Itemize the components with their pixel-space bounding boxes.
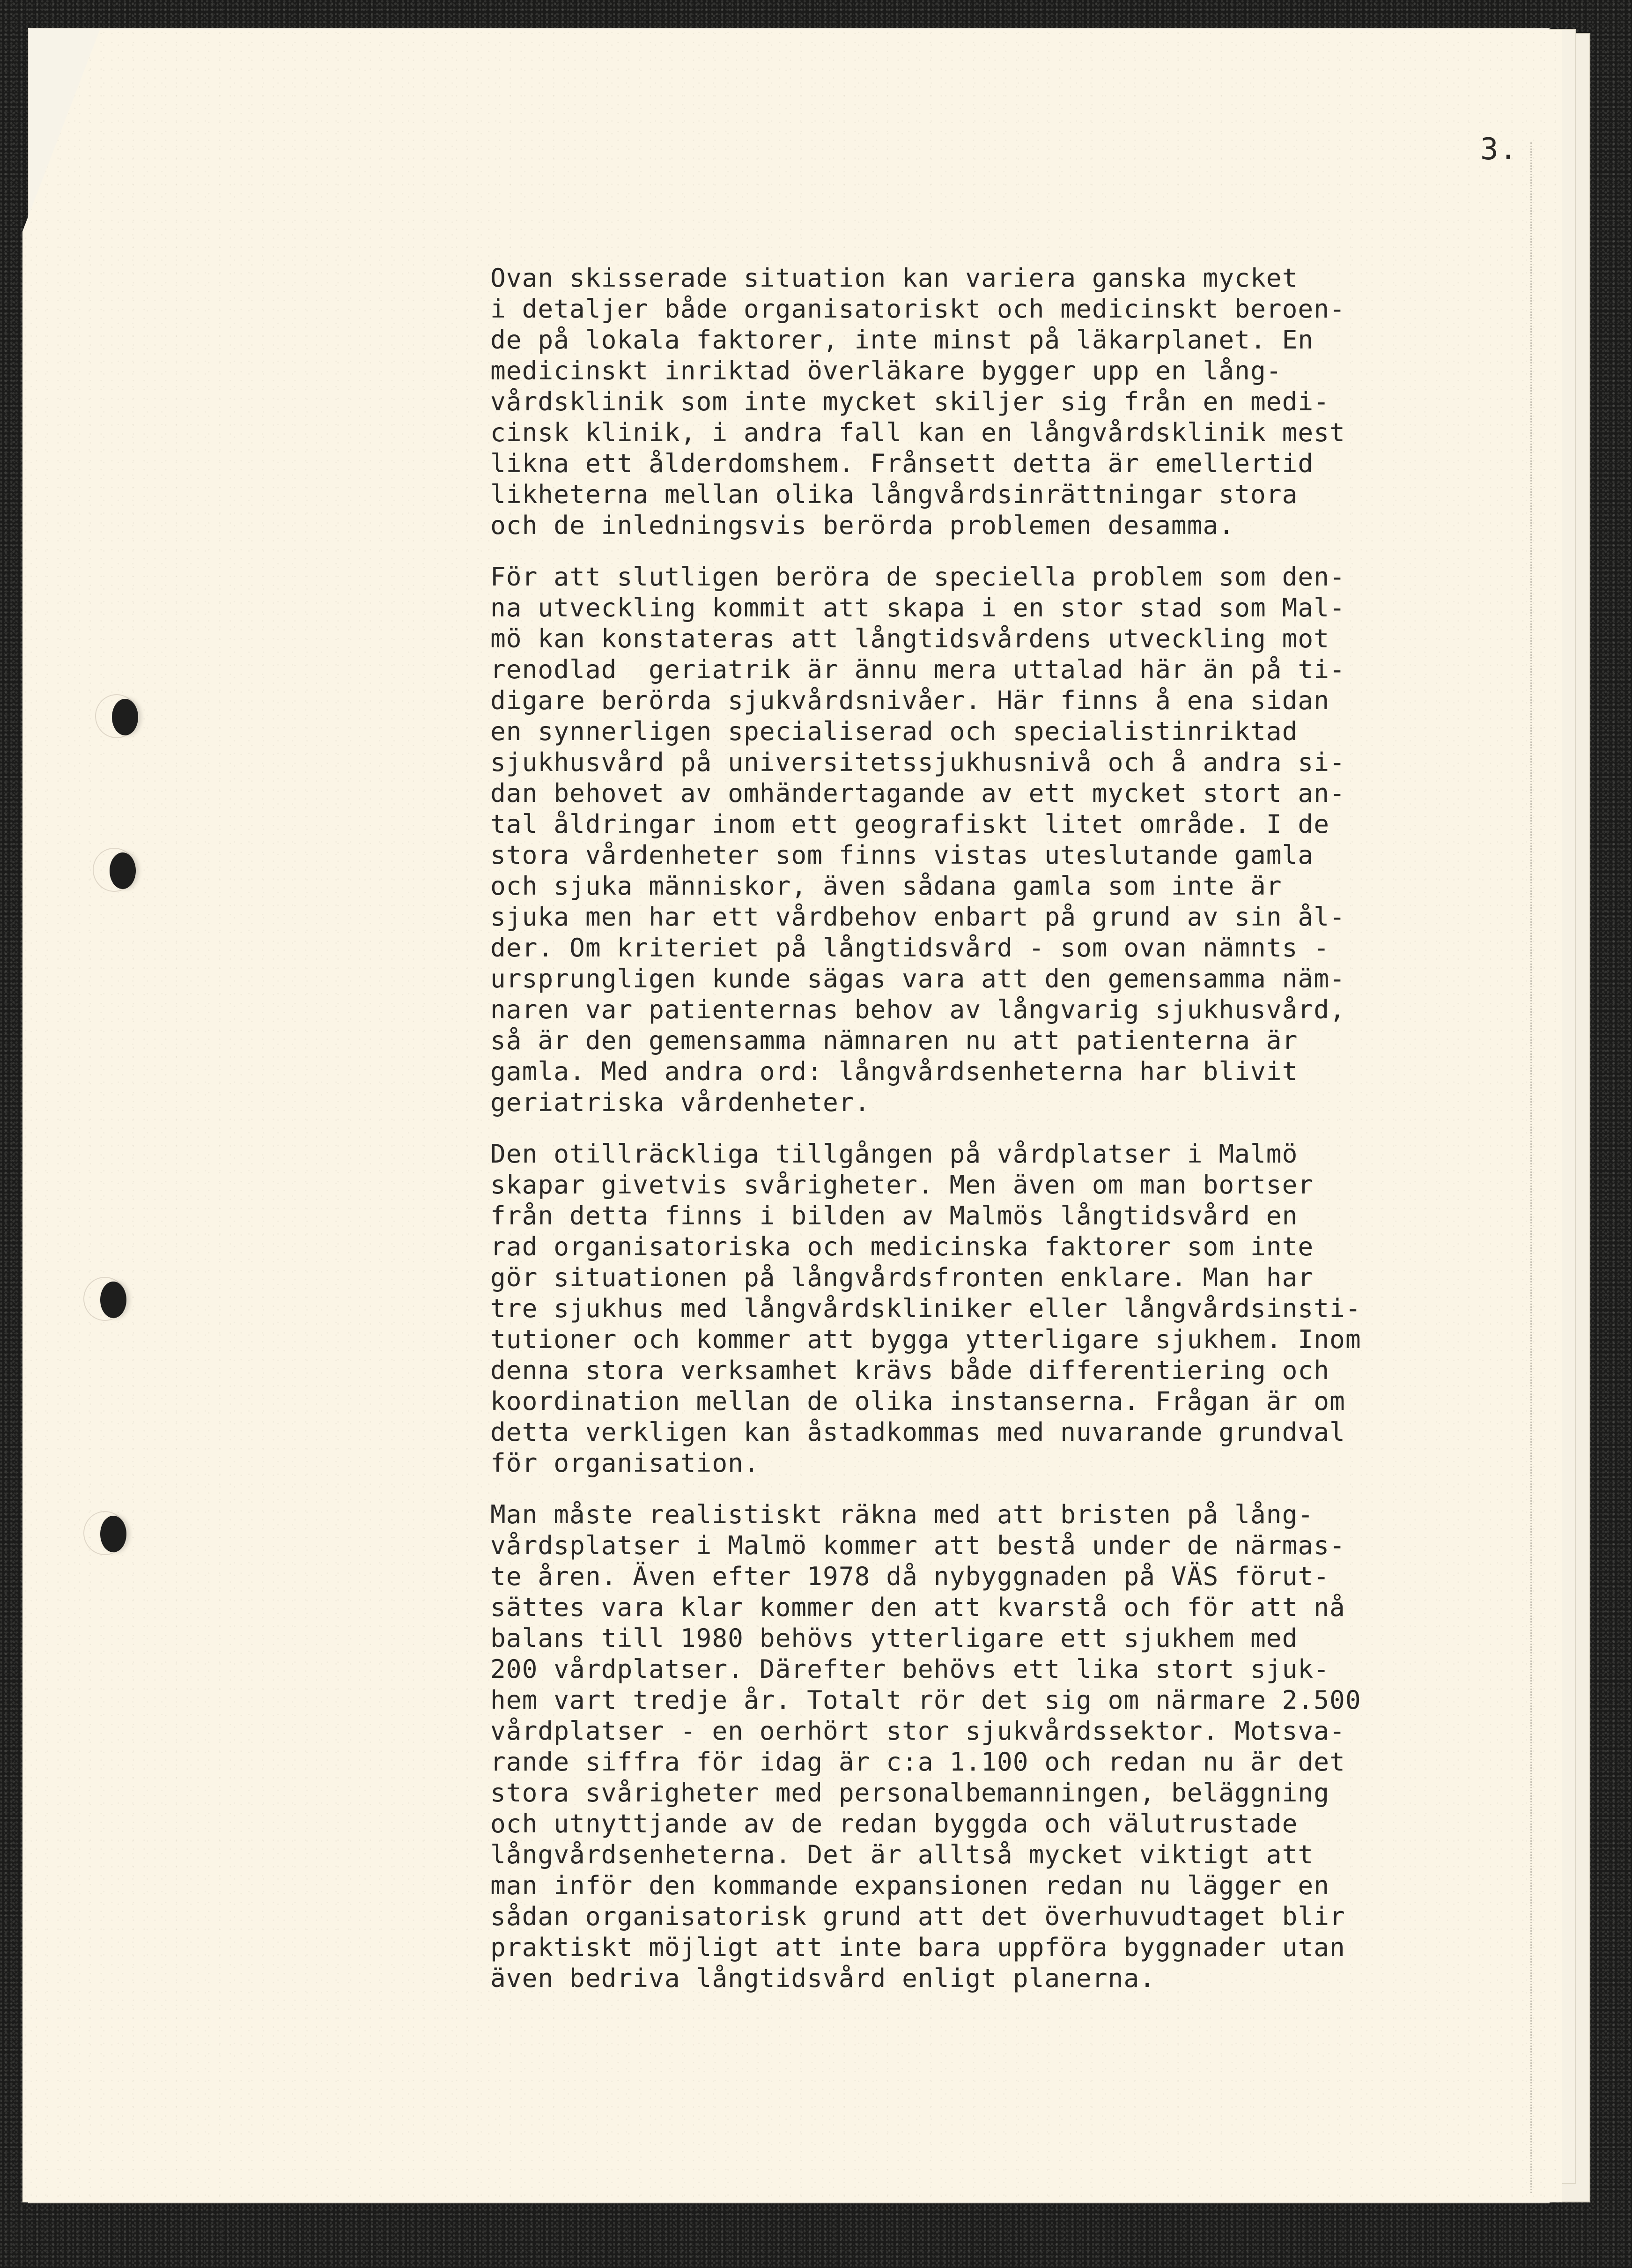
text-line: vårdplatser - en oerhört stor sjukvårdssektor. Motsva- [490,1716,1345,1746]
text-line: gamla. Med andra ord: långvårdsenheterna har blivit [490,1056,1298,1086]
text-line: en synnerligen specialiserad och specialistinriktad [490,716,1298,746]
text-line: för organisation. [490,1448,760,1478]
text-line: stora svårigheter med personalbemanningen, beläggning [490,1778,1330,1808]
text-line: tutioner och kommer att bygga ytterligare sjukhem. Inom [490,1324,1361,1354]
text-line: renodlad geriatrik är ännu mera uttalad här än på ti- [490,654,1345,684]
text-line: gör situationen på långvårdsfronten enklare. Man har [490,1262,1314,1292]
text-line: likna ett ålderdomshem. Frånsett detta är emellertid [490,448,1314,478]
text-line: vårdsplatser i Malmö kommer att bestå under de närmas- [490,1530,1345,1560]
text-line: För att slutligen beröra de speciella problem som den- [490,562,1345,592]
text-line: sjukhusvård på universitetssjukhusnivå och å andra si- [490,747,1345,777]
text-line: balans till 1980 behövs ytterligare ett sjukhem med [490,1623,1298,1653]
text-line: detta verkligen kan åstadkommas med nuvarande grundval [490,1417,1345,1447]
text-line: denna stora verksamhet krävs både differentiering och [490,1355,1330,1385]
text-line: så är den gemensamma nämnaren nu att patienterna är [490,1025,1298,1055]
text-line: naren var patienternas behov av långvarig sjukhusvård, [490,994,1345,1024]
text-line: Man måste realistiskt räkna med att bristen på lång- [490,1499,1314,1529]
text-line: ursprungligen kunde sägas vara att den gemensamma näm- [490,964,1345,993]
punch-hole-icon [95,694,138,738]
punch-hole-icon [93,848,136,892]
text-line: cinsk klinik, i andra fall kan en långvårdsklinik mest [490,417,1345,447]
text-line: der. Om kriteriet på långtidsvård - som ovan nämnts - [490,933,1330,963]
text-line: Den otillräckliga tillgången på vårdplatser i Malmö [490,1139,1298,1169]
text-line: i detaljer både organisatoriskt och medicinskt beroen- [490,294,1345,324]
text-line: na utveckling kommit att skapa i en stor stad som Mal- [490,593,1345,623]
text-line: man inför den kommande expansionen redan nu lägger en [490,1870,1330,1900]
text-line: rande siffra för idag är c:a 1.100 och redan nu är det [490,1747,1345,1777]
text-line: te åren. Även efter 1978 då nybyggnaden på VÄS förut- [490,1561,1330,1591]
text-line: 200 vårdplatser. Därefter behövs ett lika stort sjuk- [490,1654,1330,1684]
punch-hole-icon [83,1277,126,1321]
text-line: och de inledningsvis berörda problemen desamma. [490,510,1235,540]
text-line: rad organisatoriska och medicinska faktorer som inte [490,1231,1314,1261]
text-line: och utnyttjande av de redan byggda och välutrustade [490,1808,1298,1838]
paragraph [490,262,1567,541]
paragraph [490,1138,1567,1478]
text-line: digare berörda sjukvårdsnivåer. Här finns å ena sidan [490,685,1330,715]
paragraph [490,561,1567,1118]
text-line: sättes vara klar kommer den att kvarstå och för att nå [490,1592,1345,1622]
text-line: sjuka men har ett vårdbehov enbart på grund av sin ål- [490,902,1345,932]
text-line: stora vårdenheter som finns vistas uteslutande gamla [490,840,1314,870]
text-line: hem vart tredje år. Totalt rör det sig om närmare 2.500 [490,1685,1361,1715]
text-line: Ovan skisserade situation kan variera ganska mycket [490,263,1298,293]
punch-hole-icon [83,1511,126,1555]
text-line: koordination mellan de olika instanserna. Frågan är om [490,1386,1345,1416]
text-line: mö kan konstateras att långtidsvårdens utveckling mot [490,623,1330,653]
text-line: även bedriva långtidsvård enligt planerna. [490,1963,1156,1993]
text-line: vårdsklinik som inte mycket skiljer sig från en medi- [490,386,1330,416]
text-line: geriatriska vårdenheter. [490,1087,871,1117]
text-line: från detta finns i bilden av Malmös långtidsvård en [490,1201,1298,1230]
text-line: och sjuka människor, även sådana gamla som inte är [490,871,1282,901]
text-line: dan behovet av omhändertagande av ett mycket stort an- [490,778,1345,808]
text-line: tre sjukhus med långvårdskliniker eller långvårdsinsti- [490,1293,1361,1323]
text-line: likheterna mellan olika långvårdsinrättningar stora [490,479,1298,509]
text-line: sådan organisatorisk grund att det överhuvudtaget blir [490,1901,1345,1931]
text-line: praktiskt möjligt att inte bara uppföra byggnader utan [490,1932,1345,1962]
text-line: långvårdsenheterna. Det är alltså mycket viktigt att [490,1839,1314,1869]
text-line: medicinskt inriktad överläkare bygger upp en lång- [490,356,1282,385]
paragraph [490,1499,1567,1994]
text-line: skapar givetvis svårigheter. Men även om man bortser [490,1170,1314,1200]
document-body [490,262,1567,2014]
text-line: de på lokala faktorer, inte minst på läkarplanet. En [490,325,1314,355]
page-number: 3. [1480,132,1519,167]
text-line: tal åldringar inom ett geografiskt litet område. I de [490,809,1330,839]
